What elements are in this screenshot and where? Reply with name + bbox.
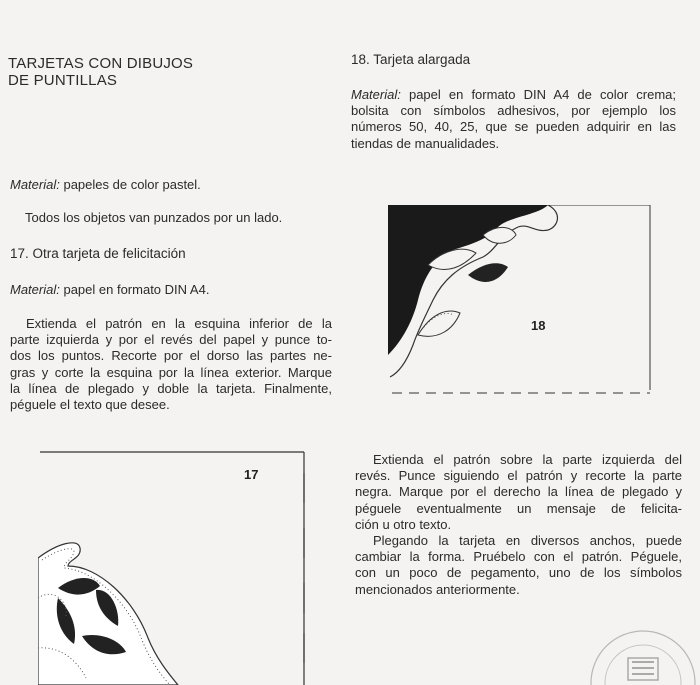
- material-text: papel en formato DIN A4.: [59, 282, 210, 297]
- material-label: Material:: [10, 282, 60, 297]
- material-text: papel en formato DIN A4 de color crema;: [400, 87, 676, 102]
- text-line: ción u otro texto.: [355, 516, 452, 532]
- text-line: Extienda el patrón sobre la parte izquierda del: [373, 452, 682, 467]
- material-general: [10, 177, 330, 193]
- material-label: Material:: [10, 177, 60, 192]
- text-line: mencionados anteriormente.: [355, 581, 520, 597]
- text-line: Plegando la tarjeta en diversos anchos, puede: [373, 533, 682, 549]
- text-line: tiendas de manualidades.: [351, 135, 500, 151]
- pattern-18-figure: [388, 205, 658, 395]
- text-line: bolsita con símbolos adhesivos, por ejemplo los: [351, 103, 676, 119]
- text-line: negra. Marque por el derecho la línea de plegado y: [355, 484, 682, 500]
- pattern-17-figure: [38, 448, 310, 685]
- figure-number-18: 18: [531, 318, 546, 333]
- text-line: Extienda el patrón en la esquina inferior de la: [26, 316, 332, 331]
- text-line: parte izquierda y por el revés del papel y punce to-: [10, 332, 332, 348]
- page-title: [8, 55, 193, 89]
- material-18: [351, 87, 676, 152]
- heading-17: 17. Otra tarjeta de felicitación: [10, 246, 186, 261]
- text-line: con un poco de pegamento, uno de los símbolos: [355, 565, 682, 581]
- text-line: la línea de plegado y doble la tarjeta. Finalmente,: [10, 380, 332, 396]
- material-text: papeles de color pastel.: [59, 177, 201, 192]
- text-line: revés. Punce siguiendo el patrón y recorte la parte: [355, 468, 682, 484]
- text-line: cambiar la forma. Pruébelo con el patrón. Péguele,: [355, 549, 682, 565]
- heading-18: 18. Tarjeta alargada: [351, 52, 471, 67]
- library-stamp: [588, 628, 700, 685]
- title-line-1: TARJETAS CON DIBUJOS: [8, 55, 194, 72]
- text-line: números 50, 40, 25, que se pueden adquirir en las: [351, 119, 676, 135]
- corner-lace-pattern: [38, 543, 178, 685]
- material-label: Material:: [351, 87, 401, 102]
- text-line: péguele el texto que desee.: [10, 397, 170, 413]
- instructions-17: [10, 316, 332, 413]
- figure-number-17: 17: [244, 467, 259, 482]
- text-line: [351, 87, 676, 103]
- instructions-18: [355, 452, 682, 598]
- corner-lace-pattern: [388, 205, 557, 377]
- title-line-2: DE PUNTILLAS: [8, 72, 118, 89]
- text-line: péguele eventualmente un mensaje de felicita-: [355, 500, 682, 516]
- material-17: [10, 282, 330, 298]
- text-line: dos los puntos. Recorte por el dorso las partes ne-: [10, 348, 332, 364]
- intro-note: Todos los objetos van punzados por un lado.: [25, 210, 283, 225]
- text-line: gras y corte la esquina por la línea exterior. Marque: [10, 364, 332, 380]
